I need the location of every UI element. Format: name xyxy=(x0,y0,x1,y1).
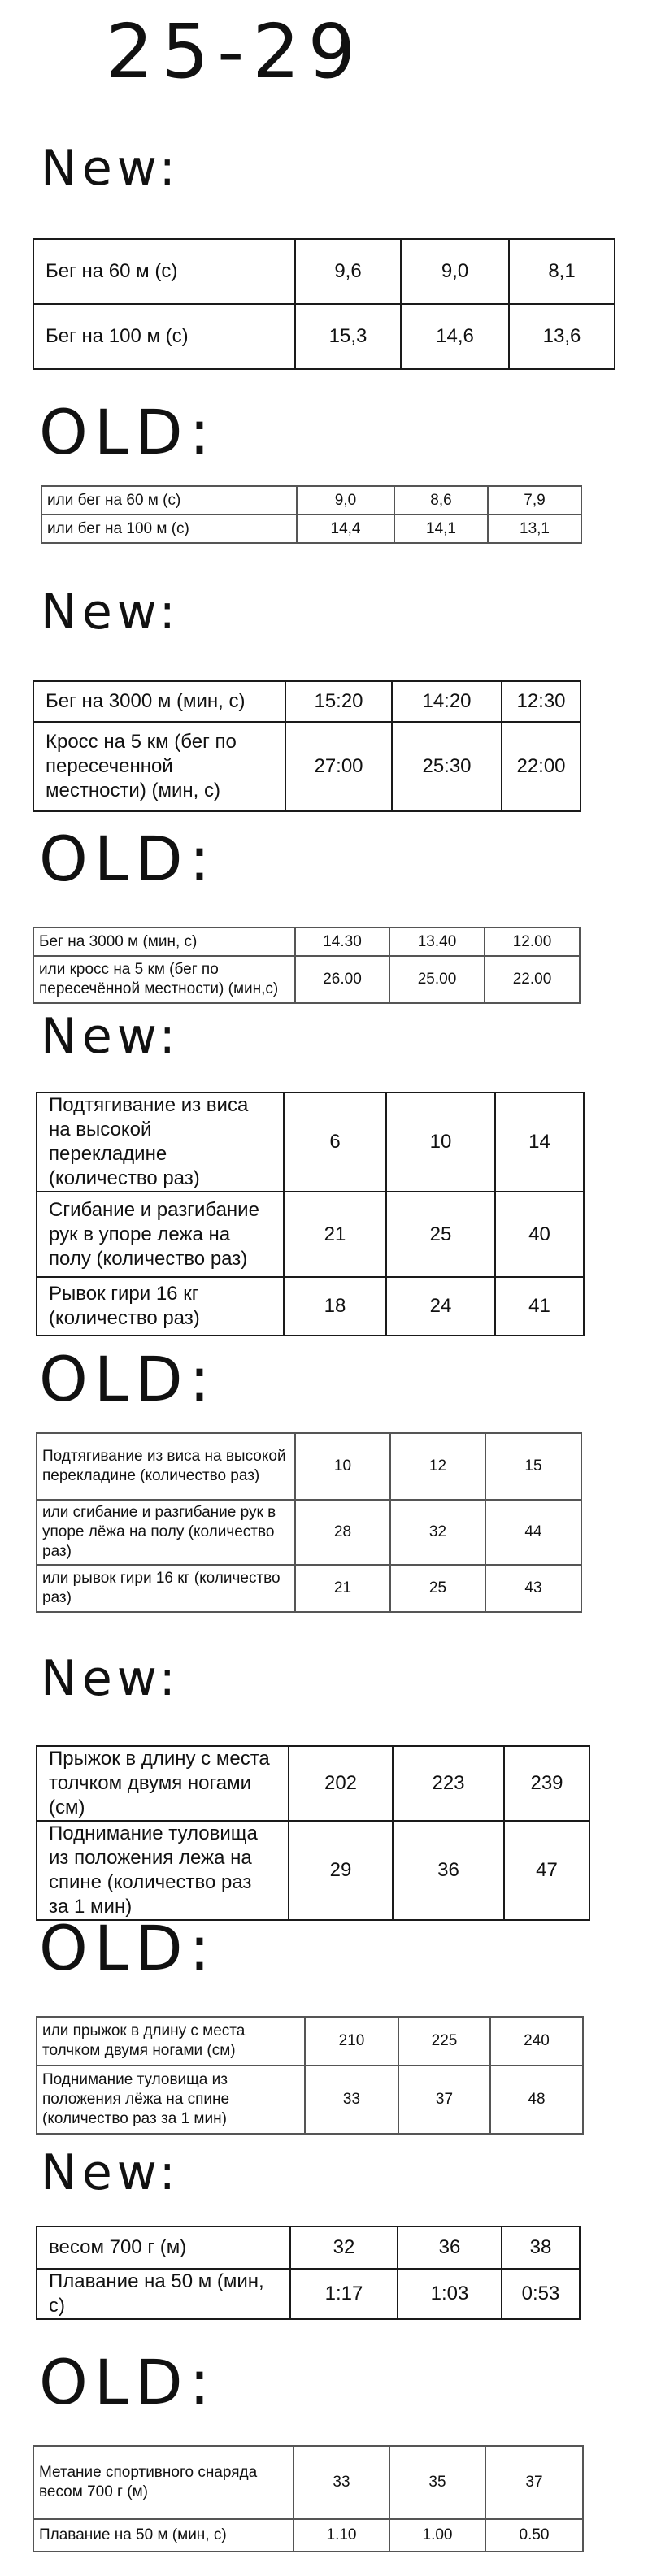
value-cell: 29 xyxy=(289,1821,393,1920)
value-cell: 14,1 xyxy=(394,515,488,543)
value-cell: 8,6 xyxy=(394,486,488,515)
new-heading: New: xyxy=(41,2144,180,2201)
table-row xyxy=(37,2226,580,2269)
value-cell: 25:30 xyxy=(392,722,502,811)
value-cell: 48 xyxy=(490,2066,583,2134)
new-heading: New: xyxy=(41,584,180,641)
value-cell: 0.50 xyxy=(485,2519,583,2552)
value-cell: 40 xyxy=(495,1192,584,1277)
old-heading: OLD: xyxy=(39,2346,217,2418)
table-row xyxy=(33,681,581,722)
new-table-strength xyxy=(36,1092,585,1336)
table-row xyxy=(37,1746,589,1821)
new-table-running-sprint xyxy=(33,238,615,370)
old-table-running-endurance xyxy=(33,927,581,1004)
value-cell: 33 xyxy=(305,2066,398,2134)
value-cell: 41 xyxy=(495,1277,584,1336)
exercise-label: Плавание на 50 м (мин, с) xyxy=(33,2519,294,2552)
value-cell: 44 xyxy=(485,1500,581,1565)
value-cell: 35 xyxy=(389,2446,485,2519)
exercise-label: Бег на 3000 м (мин, с) xyxy=(33,927,295,956)
old-table-running-sprint xyxy=(41,485,582,544)
value-cell: 14.30 xyxy=(295,927,389,956)
exercise-label: Бег на 60 м (с) xyxy=(33,239,295,304)
value-cell: 6 xyxy=(284,1093,386,1192)
value-cell: 36 xyxy=(393,1821,504,1920)
value-cell: 14,4 xyxy=(297,515,394,543)
value-cell: 12.00 xyxy=(485,927,580,956)
old-table-strength xyxy=(36,1432,582,1613)
table-row xyxy=(41,515,581,543)
page-title: 25-29 xyxy=(106,8,364,95)
value-cell: 7,9 xyxy=(488,486,581,515)
value-cell: 1:03 xyxy=(398,2269,502,2319)
value-cell: 9,0 xyxy=(297,486,394,515)
exercise-label: Кросс на 5 км (бег по пересеченной местности) (мин, с) xyxy=(33,722,285,811)
exercise-label: Поднимание туловища из положения лежа на спине (количество раз за 1 мин) xyxy=(37,1821,289,1920)
table-row xyxy=(37,1093,584,1192)
value-cell: 25 xyxy=(390,1565,485,1612)
table-row xyxy=(33,956,580,1003)
exercise-label: Бег на 3000 м (мин, с) xyxy=(33,681,285,722)
value-cell: 18 xyxy=(284,1277,386,1336)
old-heading: OLD: xyxy=(39,823,217,895)
value-cell: 32 xyxy=(290,2226,398,2269)
value-cell: 43 xyxy=(485,1565,581,1612)
value-cell: 21 xyxy=(295,1565,390,1612)
value-cell: 15,3 xyxy=(295,304,401,369)
value-cell: 14 xyxy=(495,1093,584,1192)
exercise-label: Подтягивание из виса на высокой перекладине (количество раз) xyxy=(37,1093,284,1192)
table-row xyxy=(37,2066,583,2134)
value-cell: 8,1 xyxy=(509,239,615,304)
table-row xyxy=(33,722,581,811)
value-cell: 24 xyxy=(386,1277,495,1336)
value-cell: 202 xyxy=(289,1746,393,1821)
table-row xyxy=(33,2519,583,2552)
exercise-label: или бег на 60 м (с) xyxy=(41,486,297,515)
value-cell: 15 xyxy=(485,1433,581,1500)
value-cell: 13.40 xyxy=(389,927,485,956)
exercise-label: или рывок гири 16 кг (количество раз) xyxy=(37,1565,295,1612)
table-row xyxy=(37,1433,581,1500)
value-cell: 25.00 xyxy=(389,956,485,1003)
old-table-throw-swim xyxy=(33,2445,584,2552)
table-row xyxy=(33,239,615,304)
old-heading: OLD: xyxy=(39,396,217,468)
exercise-label: Поднимание туловища из положения лёжа на спине (количество раз за 1 мин) xyxy=(37,2066,305,2134)
value-cell: 239 xyxy=(504,1746,589,1821)
value-cell: 13,1 xyxy=(488,515,581,543)
value-cell: 13,6 xyxy=(509,304,615,369)
value-cell: 26.00 xyxy=(295,956,389,1003)
value-cell: 0:53 xyxy=(502,2269,580,2319)
value-cell: 210 xyxy=(305,2017,398,2066)
value-cell: 36 xyxy=(398,2226,502,2269)
table-row xyxy=(37,1192,584,1277)
exercise-label: Рывок гири 16 кг (количество раз) xyxy=(37,1277,284,1336)
new-heading: New: xyxy=(41,1008,180,1065)
old-heading: OLD: xyxy=(39,1912,217,1984)
value-cell: 225 xyxy=(398,2017,490,2066)
value-cell: 14:20 xyxy=(392,681,502,722)
value-cell: 15:20 xyxy=(285,681,392,722)
value-cell: 33 xyxy=(294,2446,389,2519)
exercise-label: или кросс на 5 км (бег по пересечённой местности) (мин,с) xyxy=(33,956,295,1003)
table-row xyxy=(41,486,581,515)
old-heading: OLD: xyxy=(39,1343,217,1415)
value-cell: 32 xyxy=(390,1500,485,1565)
value-cell: 37 xyxy=(398,2066,490,2134)
new-table-jump-core xyxy=(36,1745,590,1921)
value-cell: 240 xyxy=(490,2017,583,2066)
value-cell: 1.00 xyxy=(389,2519,485,2552)
exercise-label: Бег на 100 м (с) xyxy=(33,304,295,369)
value-cell: 22.00 xyxy=(485,956,580,1003)
exercise-label: Метание спортивного снаряда весом 700 г (м) xyxy=(33,2446,294,2519)
value-cell: 1:17 xyxy=(290,2269,398,2319)
exercise-label: Подтягивание из виса на высокой перекладине (количество раз) xyxy=(37,1433,295,1500)
value-cell: 12 xyxy=(390,1433,485,1500)
exercise-label: весом 700 г (м) xyxy=(37,2226,290,2269)
value-cell: 38 xyxy=(502,2226,580,2269)
table-row xyxy=(37,1277,584,1336)
value-cell: 1.10 xyxy=(294,2519,389,2552)
table-row xyxy=(37,1821,589,1920)
value-cell: 223 xyxy=(393,1746,504,1821)
exercise-label: Прыжок в длину с места толчком двумя ногами (см) xyxy=(37,1746,289,1821)
new-table-throw-swim xyxy=(36,2226,581,2320)
value-cell: 10 xyxy=(295,1433,390,1500)
exercise-label: Плавание на 50 м (мин, с) xyxy=(37,2269,290,2319)
value-cell: 9,6 xyxy=(295,239,401,304)
table-row xyxy=(37,2017,583,2066)
old-table-jump-core xyxy=(36,2016,584,2135)
value-cell: 25 xyxy=(386,1192,495,1277)
new-table-running-endurance xyxy=(33,680,581,812)
value-cell: 28 xyxy=(295,1500,390,1565)
exercise-label: или бег на 100 м (с) xyxy=(41,515,297,543)
table-row xyxy=(33,304,615,369)
table-row xyxy=(33,927,580,956)
table-row xyxy=(33,2446,583,2519)
value-cell: 21 xyxy=(284,1192,386,1277)
new-heading: New: xyxy=(41,140,180,197)
value-cell: 12:30 xyxy=(502,681,581,722)
table-row xyxy=(37,2269,580,2319)
exercise-label: или прыжок в длину с места толчком двумя ногами (см) xyxy=(37,2017,305,2066)
exercise-label: Сгибание и разгибание рук в упоре лежа на полу (количество раз) xyxy=(37,1192,284,1277)
value-cell: 37 xyxy=(485,2446,583,2519)
value-cell: 27:00 xyxy=(285,722,392,811)
value-cell: 10 xyxy=(386,1093,495,1192)
table-row xyxy=(37,1500,581,1565)
new-heading: New: xyxy=(41,1650,180,1707)
exercise-label: или сгибание и разгибание рук в упоре лёжа на полу (количество раз) xyxy=(37,1500,295,1565)
value-cell: 47 xyxy=(504,1821,589,1920)
value-cell: 9,0 xyxy=(401,239,509,304)
table-row xyxy=(37,1565,581,1612)
value-cell: 22:00 xyxy=(502,722,581,811)
value-cell: 14,6 xyxy=(401,304,509,369)
